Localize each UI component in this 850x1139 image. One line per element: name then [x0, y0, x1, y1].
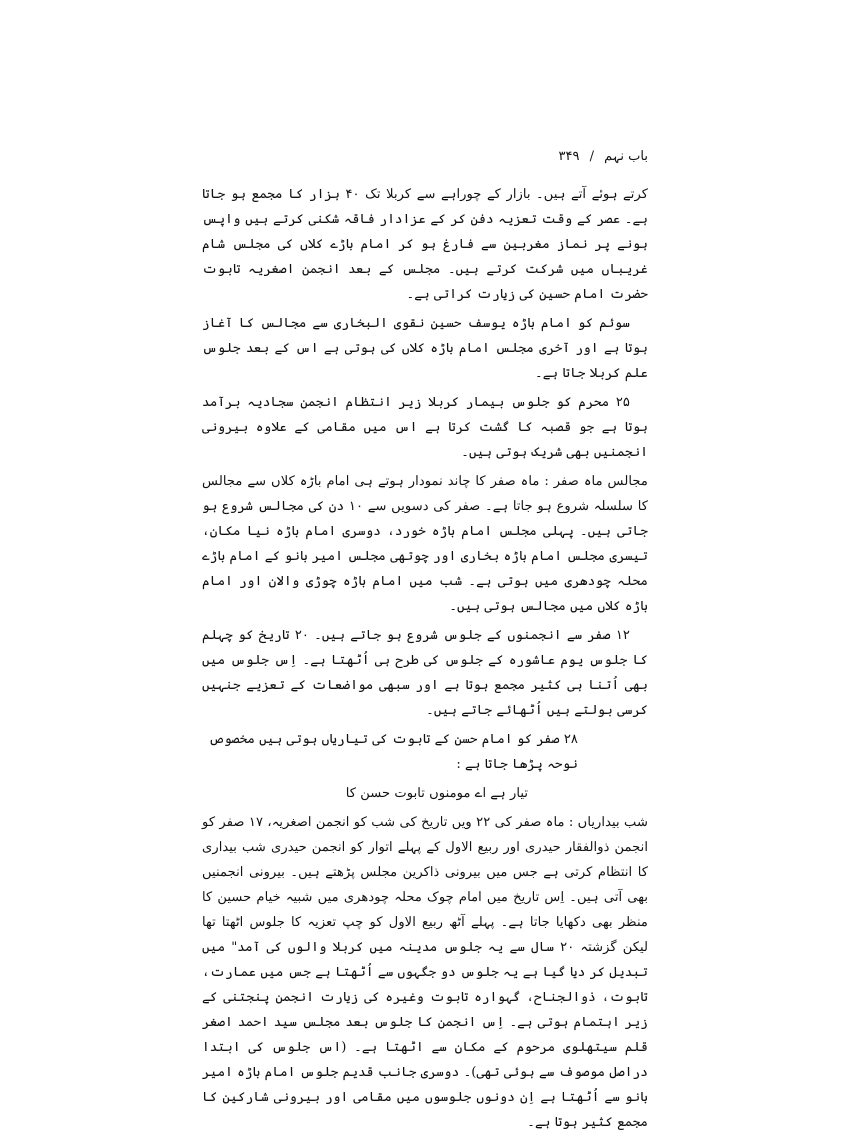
paragraph-shab-bedariyan: شب بیداریاں : ماہ صفر کی ۲۲ ویں تاریخ کی شب کو انجمن اصغریہ، ۱۷ صفر کو انجمن ذوالفقار حیدری اور ربیع الاول کے پہلے اتوار کو انجمن حیدری شب بیداری کا انتظام کرتی ہے جس میں بیرونی ذاکرین مجلس پڑھتے ہیں۔ بیرونی انجمنیں بھی آتی ہیں۔ اِس تاریخ میں امام چوک محلہ چودھری میں شبیہ خیام حسین کا منظر بھی دکھایا جاتا ہے۔ پہلے آٹھ ربیع الاول کو چپ تعزیہ کا جلوس اٹھتا تھا لیکن گزشتہ ۲۰ سال سے یہ جلوس مدینہ میں کربلا والوں کی آمد" میں تبدیل کر دیا گیا ہے یہ جلوس دو جگہوں سے اُٹھتا ہے جس میں عمارت، تابوت، ذوالجناح، گہوارہ تابوت وغیرہ کی زیارت انجمن پنجتنی کے زیر اہتمام ہوتی ہے۔ اِس انجمن کا جلوس بعد مجلس سید احمد اصغر قلم سیتھلوی مرحوم کے مکان سے اٹھتا ہے۔ (اس جلوس کی ابتدا دراصل موصوف سے ہوئی تھی)۔ دوسری جانب قدیم جلوس امام باڑہ امیر بانو سے اُٹھتا ہے اِن دونوں جلوسوں میں مقامی اور بیرونی شارکین کا مجمع کثیر ہوتا ہے۔ — [202, 815, 649, 1130]
paragraph-soyem-majalis: سوئم کو امام باڑہ یوسف حسین نقوی البخاری سے مجالس کا آغاز ہوتا ہے اور آخری مجلس امام باڑہ کلاں کی ہوتی ہے اس کے بعد جلوس علم کربلا جاتا ہے۔ — [202, 316, 648, 381]
paragraph-ashura-procession: کرتے ہوئے آتے ہیں۔ بازار کے چوراہے سے کربلا تک ۴۰ ہزار کا مجمع ہو جاتا ہے۔ عصر کے وقت تعزیہ دفن کر کے عزادار فاقہ شکنی کرتے ہیں واپس ہونے پر نماز مغربین سے فارغ ہو کر امام باڑے کلاں کی مجلس شام غریباں میں شرکت کرتے ہیں۔ مجلس کے بعد انجمن اصغریہ تابوت حضرت امام حسین کی زیارت کراتی ہے۔ — [202, 187, 649, 302]
page-number: ۳۴۹ — [558, 149, 580, 164]
paragraph-majalis-safar: مجالس ماہ صفر : ماہ صفر کا چاند نمودار ہوتے ہی امام باڑہ کلاں سے مجالس کا سلسلہ شروع ہو جاتا ہے۔ صفر کی دسویں سے ۱۰ دن کی مجالس شروع ہو جاتی ہیں۔ پہلی مجلس امام باڑہ خورد، دوسری امام باڑہ نیا مکان، تیسری مجلس امام باڑہ بخاری اور چوتھی مجلس امیر بانو کے امام باڑے محلہ چودھری میں ہوتی ہے۔ شب میں امام باڑہ چوڑی والان اور امام باڑہ کلاں میں مجالس ہوتی ہیں۔ — [202, 474, 648, 614]
paragraph-25-muharram: ۲۵ محرم کو جلوس بیمار کربلا زیر انتظام انجمن سجادیہ برآمد ہوتا ہے جو قصبہ کا گشت کرتا ہے اس میں مقامی کے علاوہ بیرونی انجمنیں بھی شریک ہوتی ہیں۔ — [202, 395, 648, 460]
paragraph-12-safar: ۱۲ صفر سے انجمنوں کے جلوس شروع ہو جاتے ہیں۔ ۲۰ تاریخ کو چہلم کا جلوس یوم عاشورہ کے جلوس کی طرح ہی اُٹھتا ہے۔ اِس جلوس میں بھی اُتنا ہی کثیر مجمع ہوتا ہے اور سبھی مواضعات کے تعزیے جنہیں کرسی بولتے ہیں اُٹھائے جاتے ہیں۔ — [202, 628, 648, 718]
running-header — [202, 146, 648, 168]
chapter-title: باب نہم — [604, 149, 648, 164]
paragraph-28-safar: ۲۸ صفر کو امام حسن کے تابوت کی تیاریاں ہوتی ہیں مخصوص نوحہ پڑھا جاتا ہے : — [208, 732, 578, 772]
nauha-verse: تیار ہے اے مومنوں تابوت حسن کا — [345, 786, 528, 801]
header-separator: / — [589, 149, 595, 164]
body-text — [202, 182, 648, 1139]
